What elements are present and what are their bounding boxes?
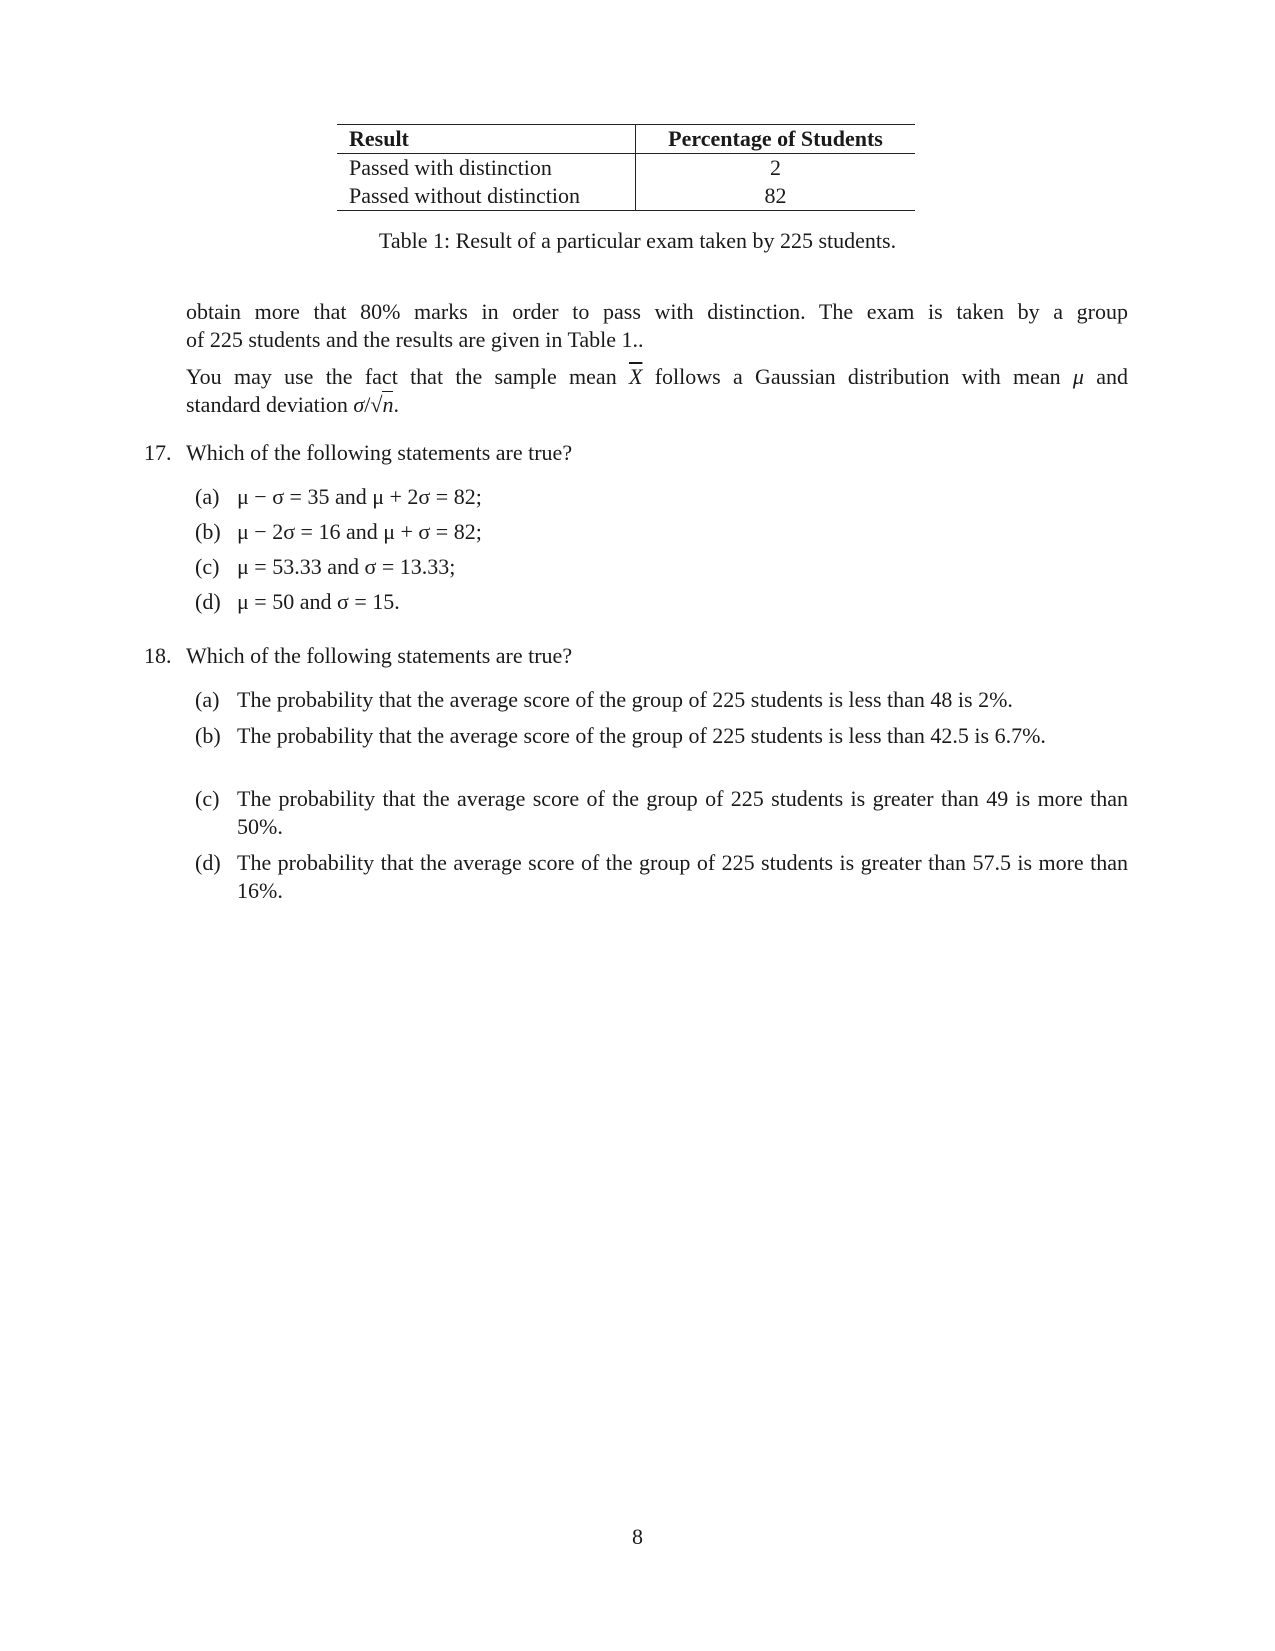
table-header-result: Result xyxy=(349,126,409,151)
intro-paragraph xyxy=(186,298,1128,354)
option-text: μ − 2σ = 16 and μ + σ = 82; xyxy=(237,519,482,544)
intro-line-2: of 225 students and the results are given in Table 1.. xyxy=(186,327,644,352)
question-text: Which of the following statements are true? xyxy=(186,440,573,465)
option-label: (d) xyxy=(195,850,221,875)
table-cell-percentage: 2 xyxy=(636,154,915,183)
option-label: (d) xyxy=(195,589,221,614)
hint-paragraph xyxy=(186,363,1128,419)
hint-text: and xyxy=(1083,364,1129,389)
table-header-percentage: Percentage of Students xyxy=(636,125,915,154)
option-label: (c) xyxy=(195,554,220,579)
option-text: μ = 53.33 and σ = 13.33; xyxy=(237,554,456,579)
option-text: The probability that the average score of the group of 225 students is less than 48 is 2%. xyxy=(237,687,1013,712)
option-text: The probability that the average score of the group of 225 students is greater than 49 is more than 50%. xyxy=(237,786,1128,839)
n-symbol: n xyxy=(382,392,394,417)
option-text: The probability that the average score of the group of 225 students is greater than 57.5 is more than 16%. xyxy=(237,850,1128,903)
intro-line-1: obtain more that 80% marks in order to pass with distinction. The exam is taken by a group xyxy=(186,299,1128,324)
question-number: 17. xyxy=(144,440,172,465)
sample-mean-symbol: $\overline{X}$ xyxy=(628,364,643,389)
option-text: The probability that the average score of the group of 225 students is less than 42.5 is 6.7%. xyxy=(237,723,1046,748)
hint-text: standard deviation xyxy=(186,392,354,417)
option-text: μ − σ = 35 and μ + 2σ = 82; xyxy=(237,484,482,509)
hint-text: follows a Gaussian distribution with mean xyxy=(642,364,1073,389)
question-number: 18. xyxy=(144,643,172,668)
option-label: (c) xyxy=(195,786,220,811)
page-number: 8 xyxy=(632,1524,643,1549)
option-label: (a) xyxy=(195,687,220,712)
table-cell-percentage: 82 xyxy=(636,182,915,211)
question-text: Which of the following statements are true? xyxy=(186,643,573,668)
results-table xyxy=(337,124,915,211)
table-cell-result: Passed without distinction xyxy=(349,183,580,208)
table-header-row xyxy=(337,125,915,154)
sqrt-symbol: /√ xyxy=(364,392,383,417)
option-label: (b) xyxy=(195,723,221,748)
option-text: μ = 50 and σ = 15. xyxy=(237,589,400,614)
table-row xyxy=(337,154,915,183)
hint-text: . xyxy=(393,392,399,417)
hint-line-2 xyxy=(186,391,1128,419)
hint-line-1 xyxy=(186,363,1128,391)
table-caption: Table 1: Result of a particular exam taken by 225 students. xyxy=(378,228,897,253)
table-row xyxy=(337,182,915,211)
mu-symbol: μ xyxy=(1072,364,1084,389)
sigma-symbol: σ xyxy=(353,392,365,417)
option-label: (b) xyxy=(195,519,221,544)
hint-text: You may use the fact that the sample mean xyxy=(186,364,629,389)
table-cell-result: Passed with distinction xyxy=(349,155,552,180)
option-label: (a) xyxy=(195,484,220,509)
